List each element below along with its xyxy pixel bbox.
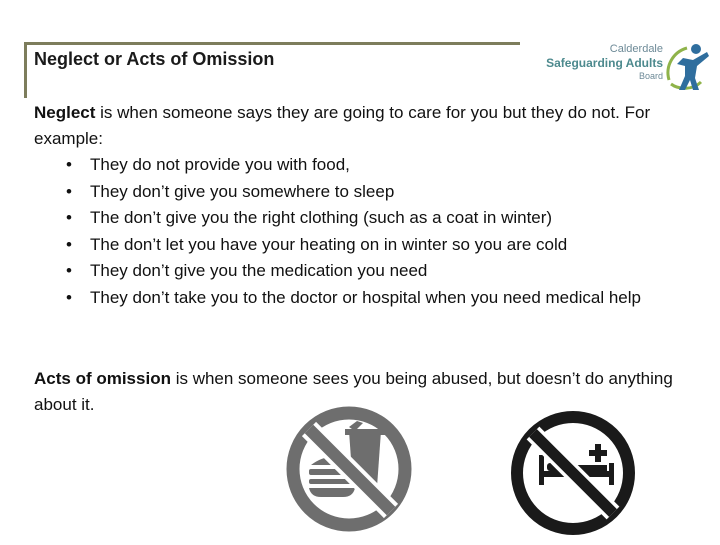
omission-definition-text: is when someone sees you being abused, but doesn’t do anything about it.: [34, 369, 673, 414]
page-title: Neglect or Acts of Omission: [34, 49, 275, 69]
omission-term: Acts of omission: [34, 369, 171, 388]
neglect-definition: [34, 100, 694, 152]
neglect-examples-list: [60, 152, 680, 311]
list-item: [60, 232, 680, 259]
bullet-marker: •: [66, 208, 72, 227]
neglect-definition-text: is when someone says they are going to care for you but they do not. For example:: [34, 103, 651, 148]
no-bed-icon: [505, 397, 640, 540]
bullet-marker: •: [66, 287, 72, 307]
neglect-term: Neglect: [34, 103, 96, 122]
list-item: [60, 285, 680, 312]
person-logo-icon: [663, 40, 711, 92]
list-item: [60, 152, 680, 179]
bullet-marker: •: [66, 181, 72, 201]
list-item-text: The don’t let you have your heating on in winter so you are cold: [90, 234, 568, 254]
list-item: [60, 205, 680, 232]
list-item-text: They don’t give you somewhere to sleep: [90, 181, 395, 201]
no-food-icon: [281, 393, 417, 540]
list-item: [60, 258, 680, 285]
list-item-text: They don’t give you the medication you need: [90, 261, 428, 280]
logo-line-1: Calderdale: [609, 43, 663, 55]
bullet-marker: •: [66, 261, 72, 280]
bullet-marker: •: [66, 234, 72, 254]
logo-line-2: Safeguarding Adults: [546, 56, 663, 70]
list-item-text: They do not provide you with food,: [90, 155, 350, 174]
board-logo: [520, 18, 715, 100]
logo-line-3: Board: [638, 71, 663, 81]
list-item-text: They don’t take you to the doctor or hospital when you need medical help: [90, 287, 641, 307]
list-item: [60, 179, 680, 206]
list-item-text: The don’t give you the right clothing (such as a coat in winter): [90, 208, 553, 227]
bullet-marker: •: [66, 155, 72, 174]
